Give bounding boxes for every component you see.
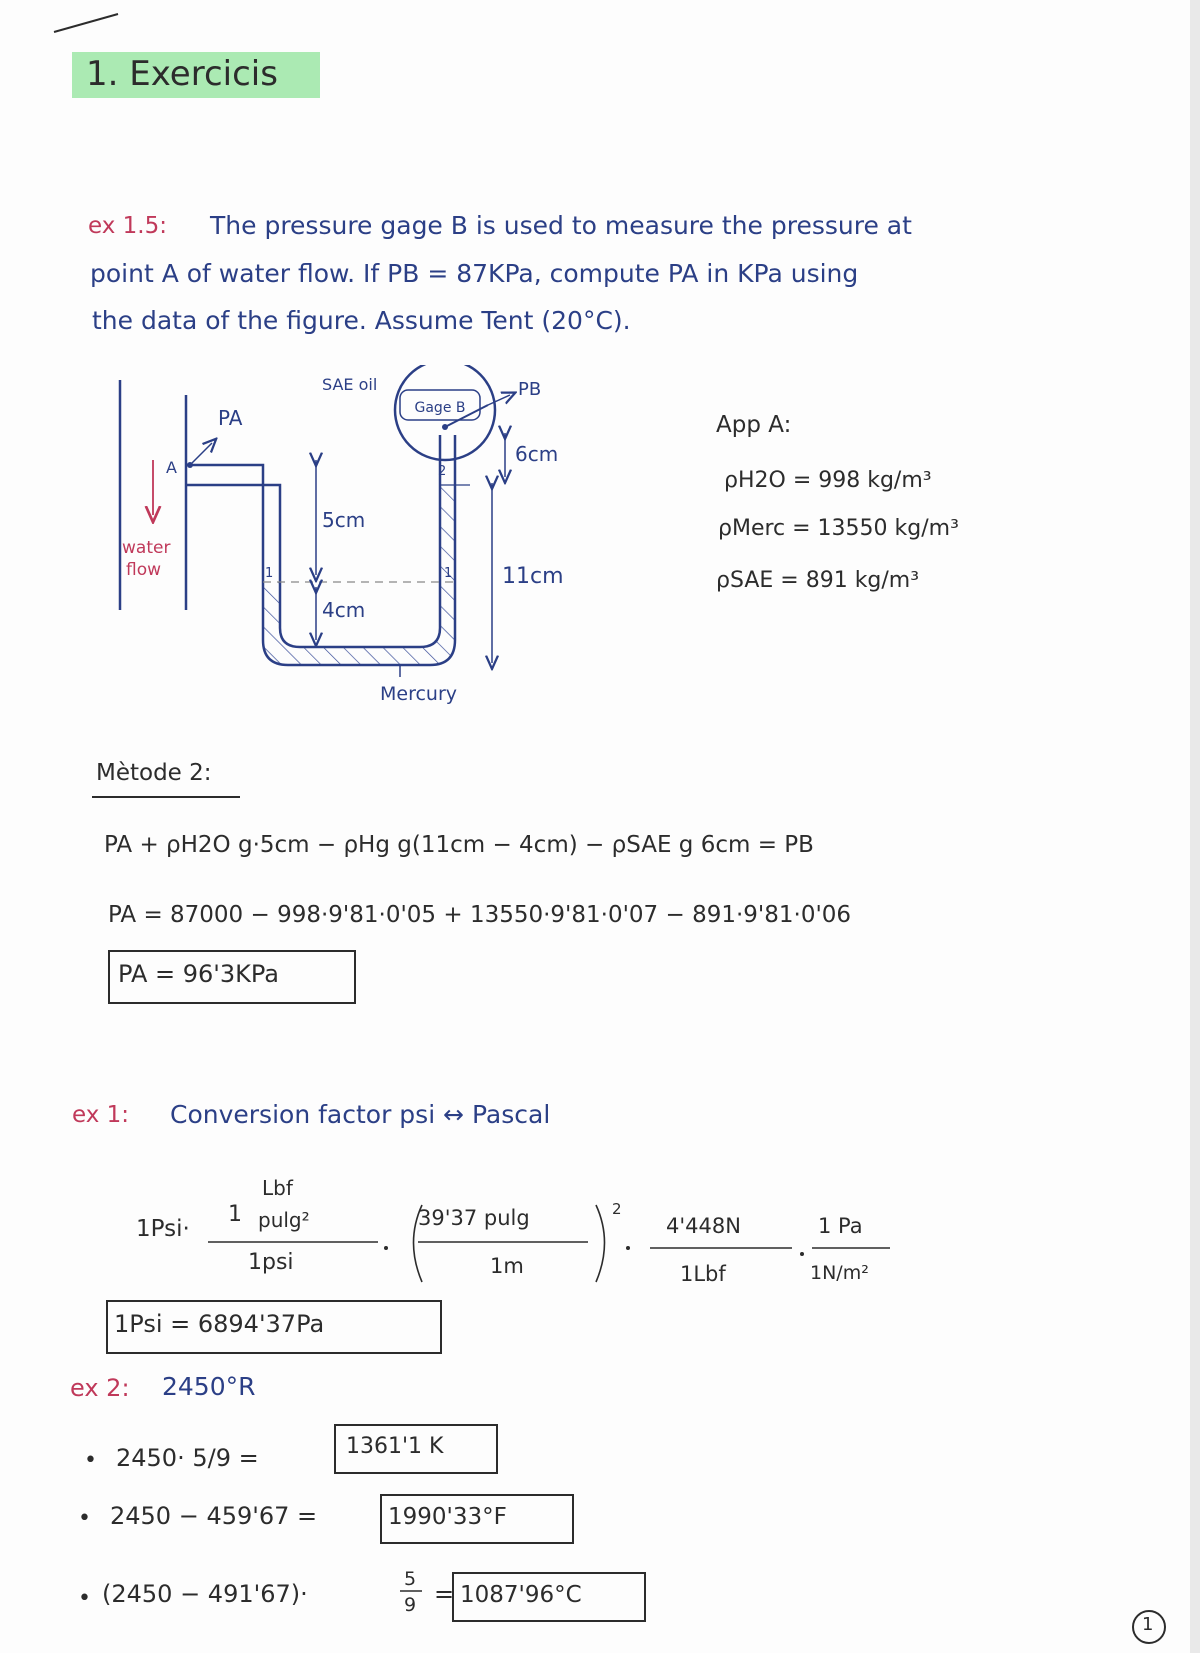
- ex1-f1-num-c: pulg²: [258, 1208, 310, 1232]
- ex1-f2-num: 39'37 pulg: [418, 1206, 530, 1230]
- ex2-tag: ex 2:: [70, 1374, 130, 1402]
- sae-oil-label: SAE oil: [322, 375, 378, 394]
- ex15-line1: The pressure gage B is used to measure the pressure at: [210, 211, 912, 240]
- mark-1b: 1: [444, 566, 453, 581]
- ex1-lhs: 1Psi·: [136, 1216, 190, 1242]
- ex2-b3-expr: (2450 − 491'67)·: [102, 1580, 308, 1608]
- method-eq2: PA = 87000 − 998·9'81·0'05 + 13550·9'81·0'07 − 891·9'81·0'06: [108, 902, 852, 928]
- ex1-fraction-lines: [200, 1190, 900, 1290]
- method-eq1: PA + ρH2O g·5cm − ρHg g(11cm − 4cm) − ρSAE g 6cm = PB: [104, 832, 814, 858]
- ex2-value: 2450°R: [162, 1372, 256, 1401]
- dim-4cm-label: 4cm: [322, 598, 366, 622]
- ex2-b3-frac-line: [398, 1588, 428, 1594]
- mark-1a: 1: [265, 566, 274, 581]
- ex1-tag: ex 1:: [72, 1102, 130, 1128]
- gage-label: Gage B: [414, 400, 466, 416]
- pb-label: PB: [518, 379, 542, 400]
- ex2-b3-frac-den: 9: [404, 1594, 417, 1616]
- water-flow-label-1: water: [122, 538, 171, 558]
- ex15-tag: ex 1.5:: [88, 213, 167, 239]
- ex15-line2: point A of water flow. If PB = 87KPa, compute PA in KPa using: [90, 259, 859, 288]
- ex1-text: Conversion factor psi ↔ Pascal: [170, 1100, 551, 1129]
- dim-6cm-label: 6cm: [515, 442, 559, 466]
- page-edge: [1190, 0, 1200, 1653]
- ex15-line3: the data of the figure. Assume Tent (20°C).: [92, 306, 631, 335]
- pb-arrow: [488, 395, 510, 405]
- method-underline: [90, 794, 250, 800]
- method-title: Mètode 2:: [96, 760, 212, 786]
- page-heading: 1. Exercicis: [86, 54, 278, 94]
- ex2-b2-result: 1990'33°F: [388, 1504, 507, 1530]
- ex2-b3-result: 1087'96°C: [460, 1582, 582, 1608]
- ex2-bullet-1: •: [84, 1448, 97, 1473]
- ex2-bullet-2: •: [78, 1506, 91, 1531]
- density-sae: ρSAE = 891 kg/m³: [716, 568, 920, 593]
- density-water: ρH2O = 998 kg/m³: [724, 468, 932, 493]
- ex1-f2-den: 1m: [490, 1254, 524, 1278]
- method-result: PA = 96'3KPa: [118, 960, 279, 988]
- page-number: 1: [1142, 1614, 1154, 1635]
- mark-2: 2: [438, 464, 447, 479]
- ex1-f3-den: 1Lbf: [680, 1262, 726, 1286]
- ex2-b3-eq: =: [434, 1580, 455, 1608]
- point-a-label: A: [166, 458, 177, 477]
- ex2-b1-result: 1361'1 K: [346, 1434, 444, 1459]
- ex1-f4-num: 1 Pa: [818, 1214, 863, 1238]
- dim-5cm-label: 5cm: [322, 508, 366, 532]
- corner-stroke: [50, 8, 130, 38]
- water-flow-label-2: flow: [126, 560, 162, 580]
- ex1-f2-exp: 2: [612, 1200, 622, 1218]
- ex1-f3-num: 4'448N: [666, 1214, 741, 1238]
- manometer-figure: [100, 365, 620, 725]
- ex2-bullet-3: •: [78, 1586, 91, 1611]
- ex1-f4-den: 1N/m²: [810, 1262, 869, 1284]
- gage-pivot: [442, 424, 448, 430]
- ex2-b1-expr: 2450· 5/9 =: [116, 1444, 259, 1472]
- pa-label: PA: [218, 406, 243, 430]
- dim-11cm-label: 11cm: [502, 564, 564, 589]
- ex1-f1-den: 1psi: [248, 1250, 294, 1275]
- pa-arrow: [190, 443, 212, 465]
- mercury-label: Mercury: [380, 683, 458, 705]
- ex1-f1-num-a: 1: [228, 1202, 242, 1227]
- ex1-result: 1Psi = 6894'37Pa: [114, 1310, 325, 1338]
- tube-outer: [186, 435, 455, 665]
- tube-inner: [186, 435, 440, 647]
- ex2-b3-frac-num: 5: [404, 1568, 417, 1590]
- ex2-b2-expr: 2450 − 459'67 =: [110, 1502, 318, 1530]
- density-mercury: ρMerc = 13550 kg/m³: [718, 516, 959, 541]
- app-a-title: App A:: [716, 412, 792, 438]
- ex1-f1-num-b: Lbf: [262, 1176, 293, 1200]
